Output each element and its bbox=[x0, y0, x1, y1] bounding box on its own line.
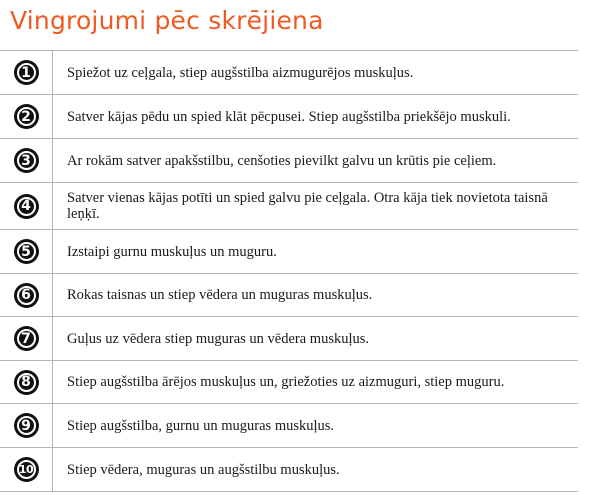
exercise-text: Guļus uz vēdera stiep muguras un vēdera muskuļus. bbox=[67, 330, 370, 347]
exercise-list bbox=[0, 50, 578, 492]
page-title: Vingrojumi pēc skrējiena bbox=[10, 6, 324, 35]
exercise-row-6 bbox=[0, 274, 578, 317]
exercise-row-2 bbox=[0, 95, 578, 139]
step-number-badge: 9 bbox=[15, 414, 38, 437]
exercise-text: Rokas taisnas un stiep vēdera un muguras muskuļus. bbox=[67, 287, 373, 303]
exercise-text: Satver kājas pēdu un spied klāt pēcpusei. Stiep augšstilba priekšējo muskuli. bbox=[67, 108, 511, 125]
step-number-badge: 5 bbox=[15, 240, 38, 263]
step-number-badge: 10 bbox=[15, 458, 38, 481]
exercise-row-8 bbox=[0, 361, 578, 404]
exercise-text: Stiep augšstilba ārējos muskuļus un, griežoties uz aizmuguri, stiep muguru. bbox=[67, 374, 505, 390]
exercise-text: Spiežot uz ceļgala, stiep augšstilba aizmugurējos muskuļus. bbox=[67, 64, 414, 81]
step-number-badge: 2 bbox=[15, 105, 38, 128]
exercise-row-7 bbox=[0, 317, 578, 361]
exercise-row-1 bbox=[0, 51, 578, 95]
step-number-badge: 3 bbox=[15, 149, 38, 172]
exercise-text: Stiep vēdera, muguras un augšstilbu muskuļus. bbox=[67, 461, 340, 478]
exercise-row-3 bbox=[0, 139, 578, 183]
step-number-badge: 6 bbox=[15, 284, 38, 307]
exercise-text: Ar rokām satver apakšstilbu, cenšoties pievilkt galvu un krūtis pie ceļiem. bbox=[67, 152, 497, 169]
exercise-row-9 bbox=[0, 404, 578, 448]
exercise-row-4 bbox=[0, 183, 578, 230]
step-number-badge: 1 bbox=[15, 61, 38, 84]
exercise-text: Stiep augšstilba, gurnu un muguras muskuļus. bbox=[67, 417, 335, 434]
exercise-row-5 bbox=[0, 230, 578, 274]
exercise-text: Satver vienas kājas potīti un spied galvu pie ceļgala. Otra kāja tiek novietota taisnā leņķī. bbox=[67, 190, 548, 222]
exercise-text: Izstaipi gurnu muskuļus un muguru. bbox=[67, 243, 277, 260]
step-number-badge: 8 bbox=[15, 371, 38, 394]
step-number-badge: 7 bbox=[15, 327, 38, 350]
exercise-row-10 bbox=[0, 448, 578, 492]
step-number-badge: 4 bbox=[15, 195, 38, 218]
